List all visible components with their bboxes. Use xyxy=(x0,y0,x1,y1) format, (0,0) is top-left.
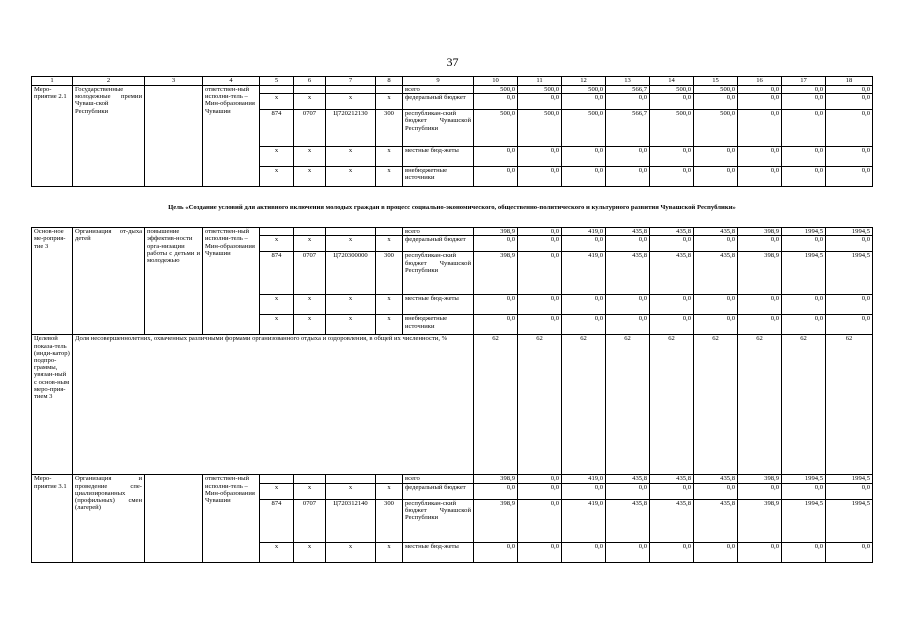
target-code-cell: Ц720312140 xyxy=(326,499,376,542)
value-cell: 0,0 xyxy=(606,295,650,315)
value-cell: 0,0 xyxy=(606,147,650,167)
funding-source-cell: местные бюд-жеты xyxy=(403,147,474,167)
funding-source-cell: федеральный бюджет xyxy=(403,483,474,499)
value-cell: 0,0 xyxy=(694,167,738,187)
block1-row xyxy=(32,86,873,94)
value-cell: 0,0 xyxy=(606,315,650,335)
column-header-8: 8 xyxy=(376,77,403,86)
expense-type-cell xyxy=(376,86,403,94)
funding-source-cell: всего xyxy=(403,475,474,483)
value-cell: 0,0 xyxy=(694,542,738,562)
value-cell: 0,0 xyxy=(782,483,826,499)
value-cell: 0,0 xyxy=(826,295,873,315)
expense-type-cell: 300 xyxy=(376,499,403,542)
column-header-2: 2 xyxy=(73,77,145,86)
responsible-executor: ответствен-ный исполни-тель – Мин-образования Чувашии xyxy=(203,228,260,335)
value-cell: 0,0 xyxy=(518,475,562,483)
funding-source-cell: республикан-ский бюджет Чувашской Республики xyxy=(403,110,474,147)
value-cell: 398,9 xyxy=(738,499,782,542)
value-cell: 0,0 xyxy=(738,295,782,315)
value-cell: 0,0 xyxy=(562,94,606,110)
target-code-cell: x xyxy=(326,147,376,167)
value-cell: 500,0 xyxy=(694,110,738,147)
value-cell: 1994,5 xyxy=(782,252,826,295)
value-cell: 500,0 xyxy=(562,110,606,147)
indicator-value: 62 xyxy=(826,335,873,475)
budget-code-cell: 874 xyxy=(260,252,294,295)
value-cell: 1994,5 xyxy=(782,475,826,483)
budget-code-cell: x xyxy=(260,167,294,187)
budget-code-cell: 874 xyxy=(260,110,294,147)
value-cell: 1994,5 xyxy=(826,252,873,295)
measure-label: Меро-приятие 2.1 xyxy=(32,86,73,187)
value-cell: 0,0 xyxy=(518,315,562,335)
expense-type-cell: x xyxy=(376,542,403,562)
value-cell: 398,9 xyxy=(738,252,782,295)
column-header-14: 14 xyxy=(650,77,694,86)
section-code-cell: x xyxy=(294,542,326,562)
value-cell: 0,0 xyxy=(782,295,826,315)
funding-source-cell: внебюджетные источники xyxy=(403,315,474,335)
value-cell: 0,0 xyxy=(518,167,562,187)
budget-code-cell xyxy=(260,86,294,94)
value-cell: 0,0 xyxy=(694,483,738,499)
value-cell: 0,0 xyxy=(650,295,694,315)
budget-code-cell xyxy=(260,228,294,236)
responsible-executor: ответствен-ный исполни-тель – Мин-образования Чувашии xyxy=(203,475,260,562)
goal-row xyxy=(32,187,873,228)
value-cell: 0,0 xyxy=(474,167,518,187)
expected-result xyxy=(145,86,203,187)
value-cell: 0,0 xyxy=(782,236,826,252)
value-cell: 435,8 xyxy=(606,475,650,483)
column-header-6: 6 xyxy=(294,77,326,86)
value-cell: 0,0 xyxy=(650,542,694,562)
value-cell: 0,0 xyxy=(694,236,738,252)
value-cell: 500,0 xyxy=(518,110,562,147)
column-header-12: 12 xyxy=(562,77,606,86)
value-cell: 566,7 xyxy=(606,86,650,94)
funding-source-cell: местные бюд-жеты xyxy=(403,295,474,315)
value-cell: 0,0 xyxy=(518,295,562,315)
funding-source-cell: всего xyxy=(403,228,474,236)
section-code-cell: 0707 xyxy=(294,252,326,295)
value-cell: 435,8 xyxy=(606,228,650,236)
column-header-7: 7 xyxy=(326,77,376,86)
expense-type-cell: x xyxy=(376,236,403,252)
value-cell: 0,0 xyxy=(562,315,606,335)
value-cell: 0,0 xyxy=(738,147,782,167)
value-cell: 0,0 xyxy=(738,315,782,335)
target-code-cell: x xyxy=(326,236,376,252)
value-cell: 0,0 xyxy=(782,167,826,187)
value-cell: 0,0 xyxy=(606,483,650,499)
expected-result: повышение эффектив-ности орга-низации работы с детьми и молодежью xyxy=(145,228,203,335)
value-cell: 0,0 xyxy=(650,94,694,110)
value-cell: 0,0 xyxy=(694,315,738,335)
value-cell: 1994,5 xyxy=(826,499,873,542)
value-cell: 0,0 xyxy=(562,236,606,252)
expense-type-cell xyxy=(376,475,403,483)
value-cell: 398,9 xyxy=(474,499,518,542)
expense-type-cell: x xyxy=(376,295,403,315)
value-cell: 0,0 xyxy=(694,94,738,110)
budget-code-cell: x xyxy=(260,295,294,315)
value-cell: 0,0 xyxy=(474,147,518,167)
funding-source-cell: всего xyxy=(403,86,474,94)
indicator-value: 62 xyxy=(606,335,650,475)
value-cell: 0,0 xyxy=(826,542,873,562)
expense-type-cell xyxy=(376,228,403,236)
section-code-cell: x xyxy=(294,315,326,335)
measure-label: Меро-приятие 3.1 xyxy=(32,475,73,562)
value-cell: 0,0 xyxy=(474,483,518,499)
value-cell: 0,0 xyxy=(518,147,562,167)
value-cell: 1994,5 xyxy=(782,499,826,542)
value-cell: 0,0 xyxy=(650,236,694,252)
column-header-5: 5 xyxy=(260,77,294,86)
value-cell: 0,0 xyxy=(826,94,873,110)
section-code-cell: x xyxy=(294,483,326,499)
value-cell: 0,0 xyxy=(650,167,694,187)
value-cell: 0,0 xyxy=(738,167,782,187)
value-cell: 435,8 xyxy=(650,228,694,236)
budget-code-cell xyxy=(260,475,294,483)
expense-type-cell: x xyxy=(376,167,403,187)
value-cell: 500,0 xyxy=(518,86,562,94)
column-header-13: 13 xyxy=(606,77,650,86)
value-cell: 0,0 xyxy=(606,542,650,562)
value-cell: 435,8 xyxy=(606,499,650,542)
section-code-cell xyxy=(294,86,326,94)
column-header-4: 4 xyxy=(203,77,260,86)
value-cell: 0,0 xyxy=(562,295,606,315)
indicator-row xyxy=(32,335,873,475)
value-cell: 398,9 xyxy=(474,228,518,236)
value-cell: 1994,5 xyxy=(826,228,873,236)
value-cell: 419,0 xyxy=(562,499,606,542)
target-code-cell xyxy=(326,228,376,236)
value-cell: 398,9 xyxy=(738,475,782,483)
funding-source-cell: местные бюд-жеты xyxy=(403,542,474,562)
expense-type-cell: x xyxy=(376,315,403,335)
value-cell: 0,0 xyxy=(782,86,826,94)
value-cell: 0,0 xyxy=(650,147,694,167)
value-cell: 0,0 xyxy=(562,167,606,187)
section-code-cell: x xyxy=(294,295,326,315)
indicator-value: 62 xyxy=(518,335,562,475)
value-cell: 435,8 xyxy=(650,252,694,295)
measure-name: Организация от-дыха детей xyxy=(73,228,145,335)
target-code-cell: x xyxy=(326,94,376,110)
value-cell: 0,0 xyxy=(606,236,650,252)
expense-type-cell: x xyxy=(376,483,403,499)
value-cell: 0,0 xyxy=(826,86,873,94)
funding-source-cell: республикан-ский бюджет Чувашской Республики xyxy=(403,499,474,542)
indicator-value: 62 xyxy=(474,335,518,475)
column-header-17: 17 xyxy=(782,77,826,86)
value-cell: 435,8 xyxy=(606,252,650,295)
section-code-cell xyxy=(294,228,326,236)
column-header-9: 9 xyxy=(403,77,474,86)
value-cell: 435,8 xyxy=(694,228,738,236)
value-cell: 0,0 xyxy=(782,147,826,167)
value-cell: 0,0 xyxy=(694,295,738,315)
value-cell: 0,0 xyxy=(562,542,606,562)
value-cell: 0,0 xyxy=(826,167,873,187)
value-cell: 435,8 xyxy=(694,499,738,542)
value-cell: 0,0 xyxy=(650,315,694,335)
column-header-1: 1 xyxy=(32,77,73,86)
funding-source-cell: федеральный бюджет xyxy=(403,236,474,252)
value-cell: 0,0 xyxy=(738,236,782,252)
value-cell: 0,0 xyxy=(738,110,782,147)
page-number: 37 xyxy=(446,55,459,69)
funding-source-cell: внебюджетные источники xyxy=(403,167,474,187)
budget-code-cell: x xyxy=(260,236,294,252)
value-cell: 435,8 xyxy=(650,475,694,483)
value-cell: 0,0 xyxy=(738,94,782,110)
column-header-15: 15 xyxy=(694,77,738,86)
section-code-cell: x xyxy=(294,236,326,252)
column-header-16: 16 xyxy=(738,77,782,86)
value-cell: 398,9 xyxy=(474,252,518,295)
value-cell: 0,0 xyxy=(474,236,518,252)
target-code-cell: x xyxy=(326,295,376,315)
value-cell: 1994,5 xyxy=(826,475,873,483)
block3-row xyxy=(32,475,873,483)
expense-type-cell: x xyxy=(376,147,403,167)
value-cell: 0,0 xyxy=(562,147,606,167)
value-cell: 0,0 xyxy=(826,147,873,167)
value-cell: 398,9 xyxy=(738,228,782,236)
value-cell: 419,0 xyxy=(562,252,606,295)
value-cell: 0,0 xyxy=(606,167,650,187)
value-cell: 0,0 xyxy=(738,483,782,499)
value-cell: 398,9 xyxy=(474,475,518,483)
value-cell: 0,0 xyxy=(782,315,826,335)
expected-result xyxy=(145,475,203,562)
measure-name: Организация и проведение спе-циализированных (профильных) смен (лагерей) xyxy=(73,475,145,562)
column-header-10: 10 xyxy=(474,77,518,86)
column-header-11: 11 xyxy=(518,77,562,86)
budget-code-cell: x xyxy=(260,147,294,167)
expense-type-cell: 300 xyxy=(376,110,403,147)
value-cell: 0,0 xyxy=(518,236,562,252)
value-cell: 500,0 xyxy=(694,86,738,94)
responsible-executor: ответствен-ный исполни-тель – Мин-образования Чувашии xyxy=(203,86,260,187)
indicator-value: 62 xyxy=(782,335,826,475)
measure-name: Государственные молодежные премии Чуваш-ской Республики xyxy=(73,86,145,187)
value-cell: 0,0 xyxy=(782,94,826,110)
section-code-cell: 0707 xyxy=(294,499,326,542)
value-cell: 0,0 xyxy=(826,110,873,147)
section-code-cell: x xyxy=(294,147,326,167)
header-row xyxy=(32,77,873,86)
value-cell: 0,0 xyxy=(474,542,518,562)
target-code-cell: x xyxy=(326,167,376,187)
value-cell: 0,0 xyxy=(518,542,562,562)
funding-source-cell: республикан-ский бюджет Чувашской Республики xyxy=(403,252,474,295)
budget-code-cell: x xyxy=(260,542,294,562)
value-cell: 0,0 xyxy=(518,499,562,542)
budget-code-cell: 874 xyxy=(260,499,294,542)
value-cell: 0,0 xyxy=(606,94,650,110)
value-cell: 0,0 xyxy=(826,236,873,252)
value-cell: 500,0 xyxy=(650,86,694,94)
target-code-cell xyxy=(326,475,376,483)
value-cell: 435,8 xyxy=(694,475,738,483)
value-cell: 0,0 xyxy=(474,295,518,315)
target-code-cell: x xyxy=(326,315,376,335)
funding-source-cell: федеральный бюджет xyxy=(403,94,474,110)
value-cell: 0,0 xyxy=(518,228,562,236)
value-cell: 0,0 xyxy=(782,542,826,562)
section-code-cell xyxy=(294,475,326,483)
budget-table xyxy=(31,76,873,563)
value-cell: 500,0 xyxy=(650,110,694,147)
target-code-cell: Ц720212130 xyxy=(326,110,376,147)
value-cell: 0,0 xyxy=(826,483,873,499)
target-code-cell xyxy=(326,86,376,94)
value-cell: 0,0 xyxy=(738,86,782,94)
indicator-text: Доля несовершеннолетних, охваченных различными формами организованного отдыха и оздоровления, в общей их численности, % xyxy=(73,335,474,475)
indicator-value: 62 xyxy=(562,335,606,475)
value-cell: 0,0 xyxy=(738,542,782,562)
value-cell: 419,0 xyxy=(562,475,606,483)
value-cell: 0,0 xyxy=(826,315,873,335)
value-cell: 419,0 xyxy=(562,228,606,236)
indicator-value: 62 xyxy=(738,335,782,475)
value-cell: 0,0 xyxy=(650,483,694,499)
value-cell: 0,0 xyxy=(518,483,562,499)
indicator-value: 62 xyxy=(650,335,694,475)
value-cell: 500,0 xyxy=(474,110,518,147)
budget-code-cell: x xyxy=(260,483,294,499)
indicator-label: Целевой показа-тель (инди-катор) подпро-граммы, увязан-ный с основ-ным меро-прия-тием 3 xyxy=(32,335,73,475)
section-code-cell: 0707 xyxy=(294,110,326,147)
expense-type-cell: x xyxy=(376,94,403,110)
value-cell: 0,0 xyxy=(474,315,518,335)
value-cell: 0,0 xyxy=(518,94,562,110)
value-cell: 435,8 xyxy=(694,252,738,295)
indicator-value: 62 xyxy=(694,335,738,475)
value-cell: 0,0 xyxy=(562,483,606,499)
measure-label: Основ-ное ме-роприя-тие 3 xyxy=(32,228,73,335)
budget-code-cell: x xyxy=(260,94,294,110)
budget-code-cell: x xyxy=(260,315,294,335)
value-cell: 500,0 xyxy=(474,86,518,94)
column-header-3: 3 xyxy=(145,77,203,86)
value-cell: 0,0 xyxy=(518,252,562,295)
value-cell: 1994,5 xyxy=(782,228,826,236)
section-code-cell: x xyxy=(294,94,326,110)
value-cell: 435,8 xyxy=(650,499,694,542)
expense-type-cell: 300 xyxy=(376,252,403,295)
target-code-cell: x xyxy=(326,483,376,499)
section-code-cell: x xyxy=(294,167,326,187)
value-cell: 0,0 xyxy=(782,110,826,147)
value-cell: 500,0 xyxy=(562,86,606,94)
target-code-cell: x xyxy=(326,542,376,562)
block2-row xyxy=(32,228,873,236)
goal-title: Цель «Создание условий для активного включения молодых граждан в процесс социально-экономического, общественно-политического и культурного развития Чувашской Республики» xyxy=(32,187,873,228)
target-code-cell: Ц720300000 xyxy=(326,252,376,295)
column-header-18: 18 xyxy=(826,77,873,86)
value-cell: 566,7 xyxy=(606,110,650,147)
value-cell: 0,0 xyxy=(694,147,738,167)
value-cell: 0,0 xyxy=(474,94,518,110)
